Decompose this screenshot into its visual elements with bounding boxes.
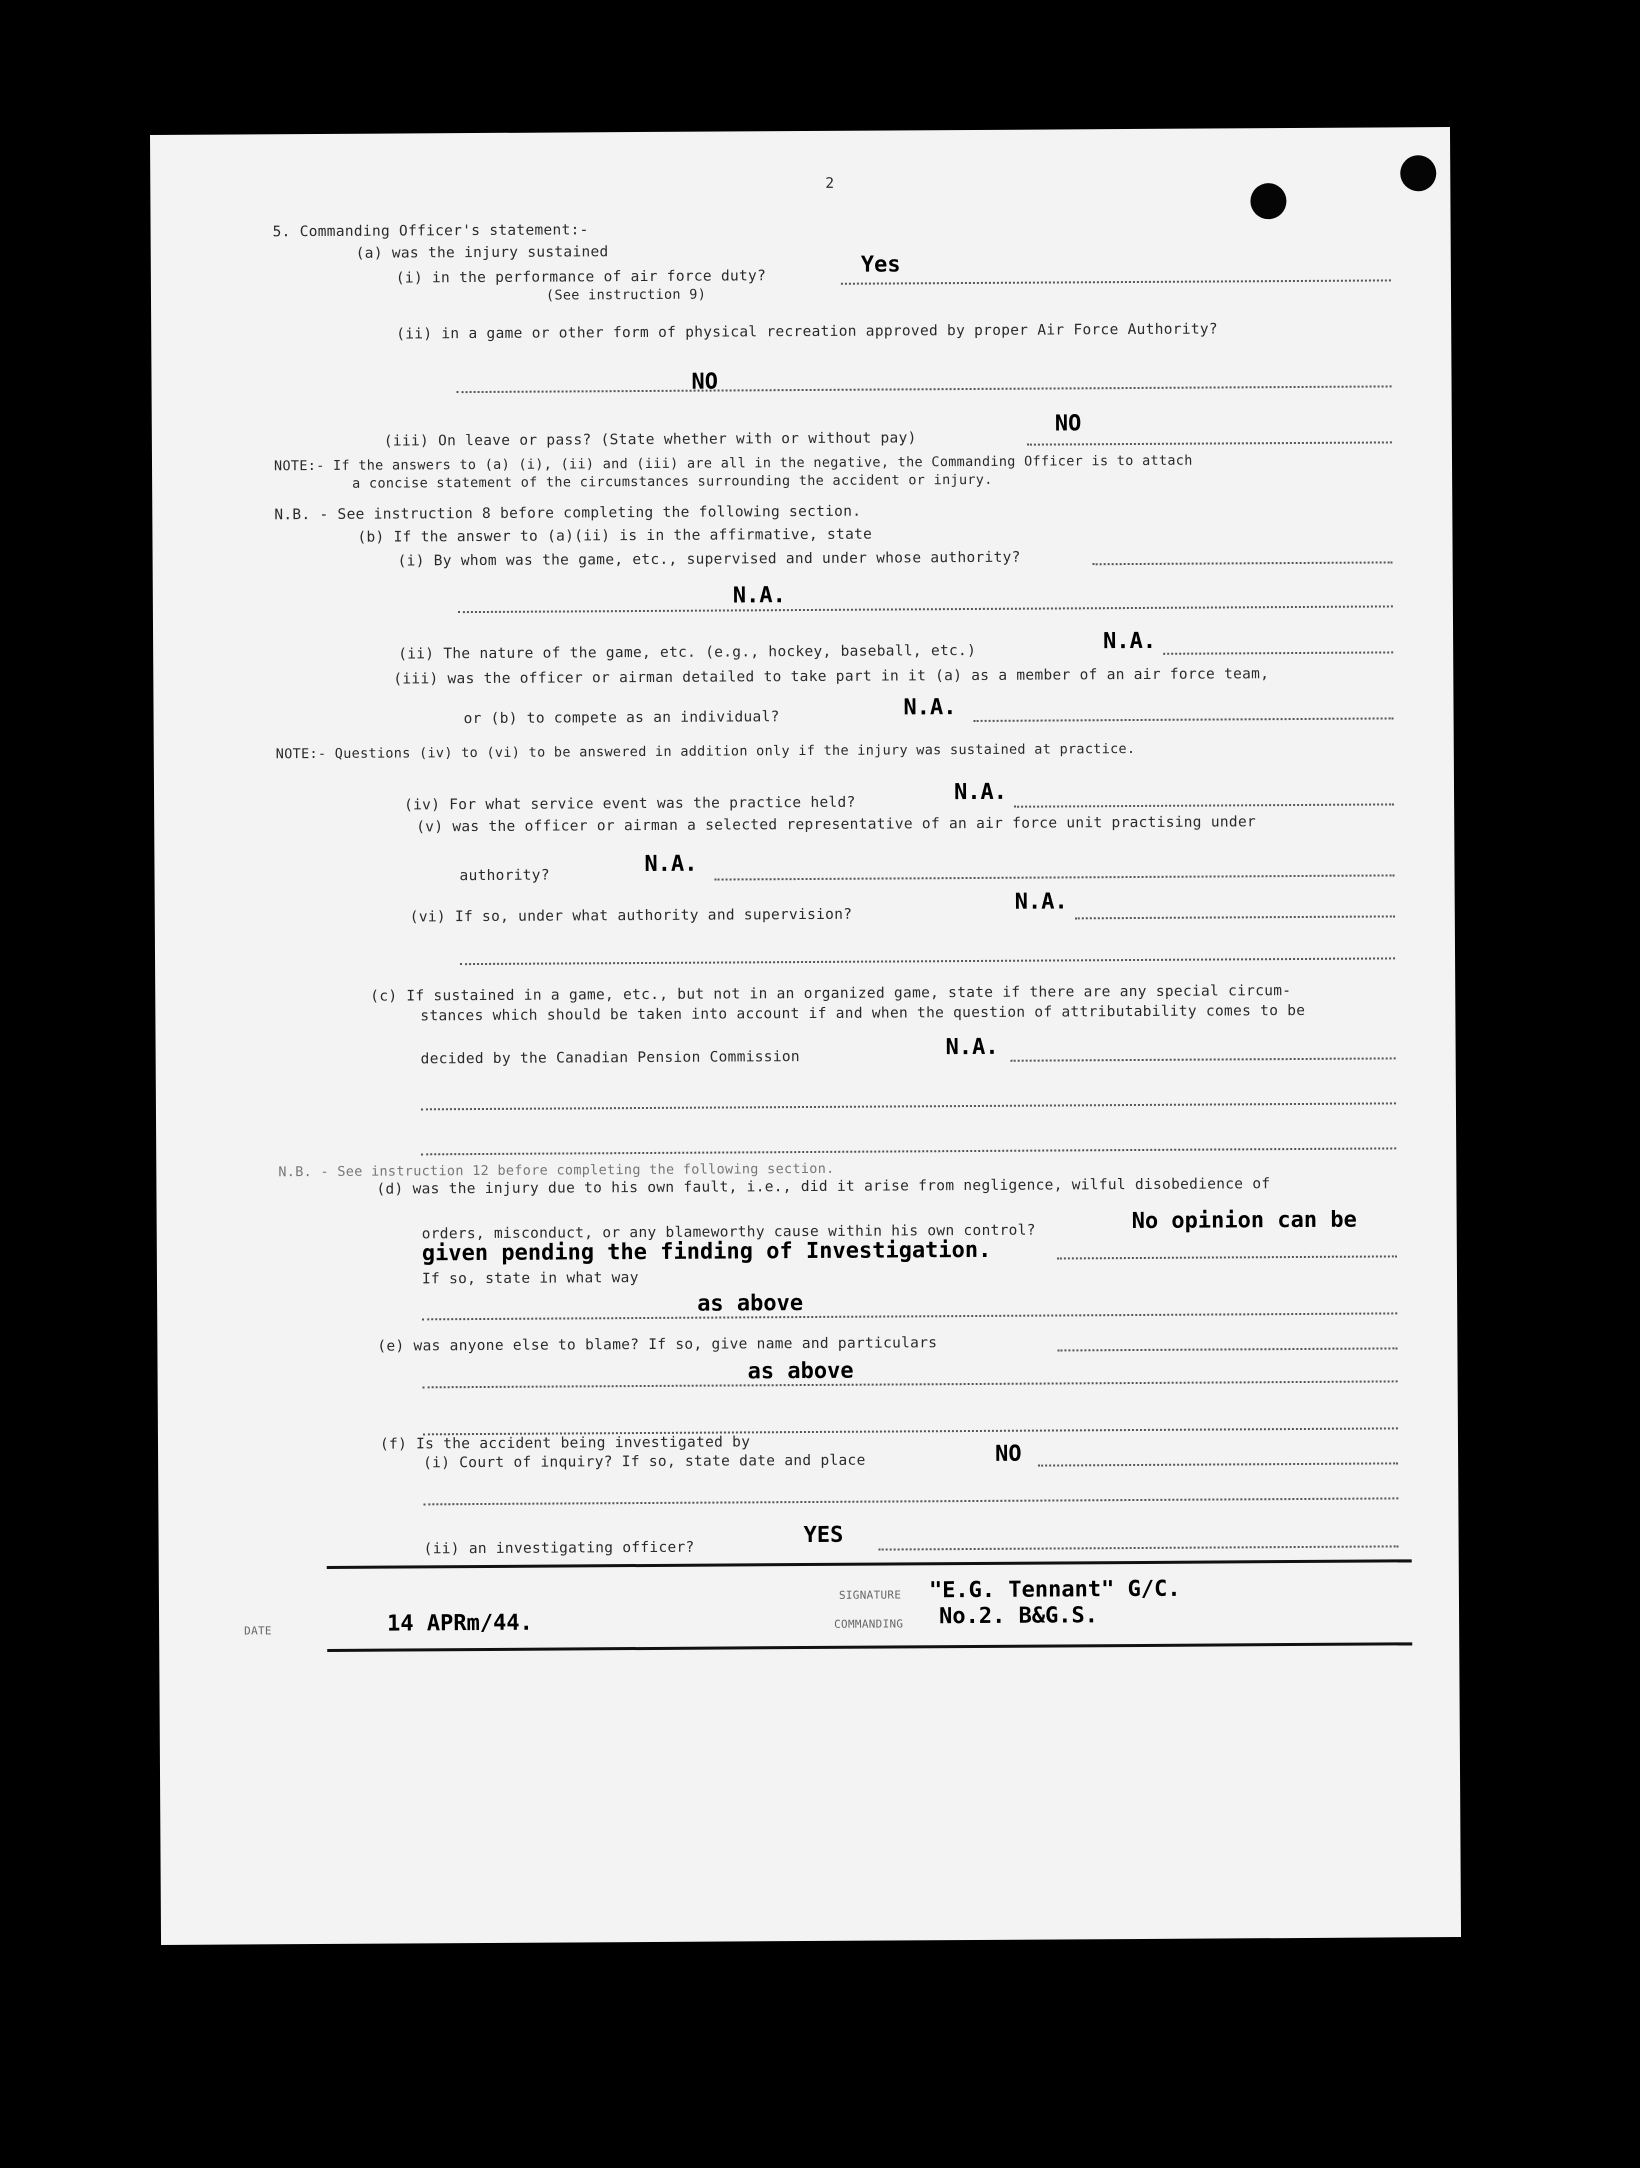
- note-1-line-2: a concise statement of the circumstances surrounding the accident or injury.: [352, 471, 993, 492]
- commanding-value: No.2. B&G.S.: [938, 1603, 1099, 1630]
- signature-label: SIGNATURE: [838, 1588, 902, 1602]
- commanding-label: COMMANDING: [834, 1617, 904, 1631]
- answer-b-ii: N.A.: [1103, 628, 1157, 655]
- note-2: NOTE:- Questions (iv) to (vi) to be answered in addition only if the injury was sustained at practice.: [275, 740, 1136, 763]
- question-a-iii: (iii) On leave or pass? (State whether with or without pay): [383, 430, 917, 450]
- answer-b-iv: N.A.: [953, 779, 1008, 806]
- question-a-label: (a) was the injury sustained: [355, 244, 609, 262]
- question-b-iii-line-2: or (b) to compete as an individual?: [463, 709, 780, 728]
- question-b-v-line-2: authority?: [459, 867, 550, 885]
- question-b-label: (b) If the answer to (a)(ii) is in the affirmative, state: [357, 526, 873, 546]
- question-a-ii: (ii) in a game or other form of physical recreation approved by proper Air Force Authority?: [396, 321, 1218, 343]
- answer-d-3: as above: [697, 1291, 804, 1317]
- note-1-line-1: NOTE:- If the answers to (a) (i), (ii) and (iii) are all in the negative, the Commanding Officer is to attach: [273, 452, 1193, 475]
- question-c-line-1: (c) If sustained in a game, etc., but not in an organized game, state if there are any special circum-: [370, 983, 1292, 1005]
- date-value: 14 APRm/44.: [387, 1610, 533, 1637]
- divider: [327, 1559, 1412, 1569]
- question-f-ii: (ii) an investigating officer?: [423, 1539, 695, 1558]
- answer-a-iii: NO: [1054, 411, 1082, 437]
- question-b-iii-line-1: (iii) was the officer or airman detailed to take part in it (a) as a member of an air force team,: [393, 666, 1270, 688]
- answer-a-i: Yes: [860, 252, 901, 278]
- question-e: (e) was anyone else to blame? If so, give name and particulars: [377, 1335, 938, 1355]
- answer-d-2: given pending the finding of Investigation.: [421, 1237, 992, 1267]
- question-d-line-2: orders, misconduct, or any blameworthy cause within his own control?: [421, 1222, 1036, 1243]
- question-a-i-note: (See instruction 9): [545, 286, 707, 304]
- question-f-line-2: (i) Court of inquiry? If so, state date and place: [423, 1452, 866, 1472]
- punch-hole: [1250, 183, 1286, 219]
- answer-c: N.A.: [945, 1034, 999, 1061]
- question-b-vi: (vi) If so, under what authority and supervision?: [409, 906, 853, 926]
- question-b-ii: (ii) The nature of the game, etc. (e.g., hockey, baseball, etc.): [398, 642, 977, 663]
- answer-f-ii: YES: [803, 1522, 844, 1549]
- nb-2: N.B. - See instruction 12 before completing the following section.: [278, 1160, 835, 1181]
- question-b-iv: (iv) For what service event was the practice held?: [404, 794, 856, 814]
- section-heading: 5. Commanding Officer's statement:-: [272, 222, 589, 241]
- answer-b-i: N.A.: [732, 583, 786, 609]
- question-d-line-3: If so, state in what way: [421, 1270, 639, 1288]
- nb-1: N.B. - See instruction 8 before completing the following section.: [274, 503, 862, 524]
- date-label: DATE: [244, 1624, 272, 1638]
- question-c-line-2: stances which should be taken into account if and when the question of attributability comes to be: [420, 1002, 1306, 1025]
- answer-f: NO: [994, 1441, 1022, 1467]
- signature-value: "E.G. Tennant" G/C.: [928, 1576, 1181, 1604]
- document-page: [150, 127, 1461, 1945]
- answer-b-vi: N.A.: [1014, 889, 1068, 915]
- page-number: 2: [825, 175, 835, 192]
- question-f-line-1: (f) Is the accident being investigated by: [379, 1434, 751, 1453]
- divider: [327, 1642, 1412, 1652]
- question-a-i: (i) in the performance of air force duty?: [395, 268, 767, 287]
- question-d-line-1: (d) was the injury due to his own fault, i.e., did it arise from negligence, wilful disobedience of: [376, 1176, 1271, 1198]
- answer-d-1: No opinion can be: [1131, 1207, 1357, 1235]
- question-b-i: (i) By whom was the game, etc., supervised and under whose authority?: [397, 549, 1021, 570]
- question-c-line-3: decided by the Canadian Pension Commission: [420, 1049, 800, 1068]
- answer-a-ii: NO: [691, 369, 719, 395]
- punch-hole: [1400, 155, 1436, 191]
- answer-b-v: N.A.: [644, 851, 698, 877]
- question-b-v-line-1: (v) was the officer or airman a selected representative of an air force unit practising under: [416, 814, 1257, 836]
- answer-e: as above: [747, 1358, 854, 1385]
- answer-b-iii: N.A.: [903, 695, 957, 721]
